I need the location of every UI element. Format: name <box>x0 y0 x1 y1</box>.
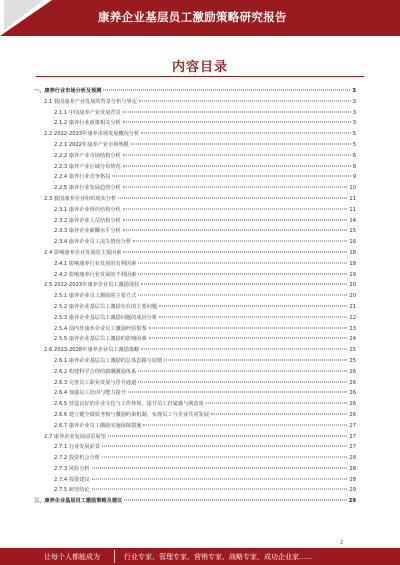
toc-entry-title: 2.2.2 康养产业市场结构分析 <box>54 152 121 159</box>
toc-dot-leader <box>123 187 348 188</box>
toc-dot-leader <box>206 403 348 404</box>
toc-entry[interactable] <box>34 172 356 183</box>
toc-dot-leader <box>211 413 347 414</box>
toc-dot-leader <box>123 111 351 112</box>
toc-entry[interactable] <box>34 108 356 119</box>
toc-entry-title: 2.6 2023-2028年康养企业员工激励策略 <box>44 347 140 354</box>
toc-entry-title: 2.4.1 影响康养行业发展的有利因素 <box>54 260 137 267</box>
toc-entry-page: 18 <box>349 260 356 267</box>
toc-entry-page: 27 <box>349 433 356 440</box>
toc-entry-page: 25 <box>349 357 356 364</box>
heading-divider <box>36 76 364 77</box>
toc-entry-title: 2.6.1 康养企业基层员工激励的总体思路与原则 <box>54 357 163 364</box>
toc-entry-page: 11 <box>349 195 356 202</box>
toc-entry-title: 2.5.2 康养企业基层员工激励存在的主要问题 <box>54 303 158 310</box>
toc-entry-page: 18 <box>349 249 356 256</box>
toc-entry[interactable] <box>34 378 356 389</box>
toc-dot-leader <box>138 262 347 263</box>
toc-entry[interactable] <box>34 97 356 108</box>
toc-entry-page: 29 <box>349 487 356 494</box>
toc-entry[interactable] <box>34 475 356 486</box>
toc-entry[interactable] <box>34 259 356 270</box>
footer-slogan-left: 让每个人都能成为 <box>44 553 100 561</box>
toc-entry-page: 20 <box>349 282 356 289</box>
toc-dot-leader <box>92 489 348 490</box>
toc-entry[interactable] <box>34 313 356 324</box>
toc-entry[interactable] <box>34 118 356 129</box>
toc-entry-title: 2.5.5 康养企业基层员工激励的影响因素 <box>54 336 147 343</box>
toc-entry[interactable] <box>34 410 356 421</box>
toc-dot-leader <box>149 327 348 328</box>
toc-dot-leader <box>164 359 347 360</box>
toc-entry[interactable] <box>34 485 356 496</box>
toc-entry-title: 2.6.7 康养企业员工激励实施保障措施 <box>54 422 142 429</box>
toc-entry-page: 26 <box>349 379 356 386</box>
toc-heading: 内容目录 <box>171 60 228 75</box>
toc-entry-title: 2.2.5 康养行业发展趋势分析 <box>54 185 121 192</box>
toc-dot-leader <box>92 467 348 468</box>
toc-entry-page: 23 <box>349 325 356 332</box>
toc-entry-title: 2.6.2 构建科学合理的薪酬激励体系 <box>54 368 137 375</box>
toc-entry-title: 2.4 影响康养企业发展的主要因素 <box>44 249 122 256</box>
toc-entry[interactable] <box>34 216 356 227</box>
toc-entry-page: 27 <box>349 444 356 451</box>
toc-entry-page: 10 <box>349 185 356 192</box>
toc-entry-title: 2.5.4 国内外康养企业员工激励经验借鉴 <box>54 325 147 332</box>
toc-entry[interactable] <box>34 345 356 356</box>
footer-divider <box>114 550 115 563</box>
toc-dot-leader <box>108 435 348 436</box>
toc-entry-title: 2.6.3 完善员工职业发展与晋升通道 <box>54 379 137 386</box>
toc-entry-page: 29 <box>348 498 356 505</box>
toc-entry[interactable] <box>34 324 356 335</box>
table-of-contents <box>34 86 356 507</box>
toc-entry-title: 2.5.1 康养企业员工激励的主要方式 <box>54 293 137 300</box>
toc-entry-page: 28 <box>349 455 356 462</box>
toc-entry[interactable] <box>34 496 356 507</box>
toc-entry[interactable] <box>34 399 356 410</box>
toc-entry-title: 2.7.2 投资机会分析 <box>54 455 100 462</box>
toc-entry-page: 3 <box>352 98 356 105</box>
page-header <box>0 0 400 36</box>
toc-entry-page: 5 <box>352 141 356 148</box>
toc-entry[interactable] <box>34 464 356 475</box>
toc-entry-page: 26 <box>349 390 356 397</box>
toc-entry[interactable] <box>34 302 356 313</box>
toc-entry[interactable] <box>34 129 356 140</box>
toc-entry[interactable] <box>34 291 356 302</box>
toc-dot-leader <box>141 133 350 134</box>
toc-entry[interactable] <box>34 194 356 205</box>
toc-entry[interactable] <box>34 388 356 399</box>
page-number: 2 <box>340 540 344 546</box>
toc-dot-leader <box>123 230 348 231</box>
toc-entry-title: 三、康养企业基层员工激励策略及建议 <box>34 498 123 505</box>
toc-entry[interactable] <box>34 453 356 464</box>
toc-dot-leader <box>102 446 347 447</box>
toc-entry-page: 8 <box>352 163 356 170</box>
toc-entry-title: 2.1.2 康养行业政策相关分析 <box>54 120 121 127</box>
toc-entry-page: 28 <box>349 476 356 483</box>
toc-dot-leader <box>141 349 347 350</box>
toc-dot-leader <box>149 338 348 339</box>
toc-entry-page: 14 <box>349 217 356 224</box>
toc-entry-title: 2.5.3 康养企业基层员工激励问题的成因分析 <box>54 314 158 321</box>
toc-dot-leader <box>138 273 347 274</box>
toc-entry-page: 9 <box>352 174 356 181</box>
toc-entry-page: 25 <box>349 347 356 354</box>
toc-dot-leader <box>92 478 348 479</box>
toc-entry-title: 2.3 我国康养企业组织现状分析 <box>44 195 117 202</box>
toc-dot-leader <box>123 251 347 252</box>
toc-entry-title: 2.7.3 风险分析 <box>54 465 90 472</box>
toc-entry-page: 3 <box>352 109 356 116</box>
toc-dot-leader <box>124 500 347 501</box>
toc-entry-title: 2.6.5 营造良好的企业文化与工作环境，提升员工归属感与满意度 <box>54 401 204 408</box>
toc-dot-leader <box>123 165 351 166</box>
toc-dot-leader <box>159 316 347 317</box>
toc-entry-title: 2.3.4 康养企业员工流失情况分析 <box>54 239 132 246</box>
toc-dot-leader <box>103 90 350 91</box>
toc-entry[interactable] <box>34 367 356 378</box>
toc-entry-page: 11 <box>349 206 356 213</box>
toc-entry[interactable] <box>34 226 356 237</box>
toc-entry-title: 2.2.1 2022年康养产业市场规模 <box>54 141 129 148</box>
toc-entry-title: 2.1 我国康养产业发展的背景分析与界定 <box>44 98 137 105</box>
toc-dot-leader <box>123 154 351 155</box>
toc-dot-leader <box>138 370 347 371</box>
toc-entry-page: 16 <box>349 239 356 246</box>
toc-dot-leader <box>123 122 351 123</box>
toc-dot-leader <box>139 100 351 101</box>
toc-entry-page: 28 <box>349 465 356 472</box>
toc-dot-leader <box>143 424 347 425</box>
toc-entry[interactable] <box>34 442 356 453</box>
toc-entry[interactable] <box>34 162 356 173</box>
toc-entry[interactable] <box>34 356 356 367</box>
toc-entry-page: 19 <box>349 271 356 278</box>
toc-dot-leader <box>112 176 350 177</box>
toc-entry-page: 26 <box>349 401 356 408</box>
toc-entry[interactable] <box>34 151 356 162</box>
toc-dot-leader <box>159 305 347 306</box>
toc-entry-page: 21 <box>349 303 356 310</box>
toc-entry-page: 26 <box>349 368 356 375</box>
toc-entry-page: 3 <box>352 88 356 94</box>
toc-entry-title: 2.4.2 影响康养行业发展的不利因素 <box>54 271 137 278</box>
toc-entry-title: 2.6.6 建立健全绩效考核与激励约束机制，实现员工与企业共同发展 <box>54 411 209 418</box>
toc-entry[interactable] <box>34 237 356 248</box>
toc-dot-leader <box>102 457 347 458</box>
toc-dot-leader <box>141 284 347 285</box>
toc-entry-title: 2.3.1 康养企业组织结构分析 <box>54 206 121 213</box>
page-footer <box>0 548 400 565</box>
toc-dot-leader <box>128 392 347 393</box>
toc-entry[interactable] <box>34 280 356 291</box>
toc-entry-title: 2.1.1 中国康养产业发展背景 <box>54 109 121 116</box>
toc-entry-page: 26 <box>349 411 356 418</box>
toc-entry-title: 2.3.3 康养企业薪酬水平分析 <box>54 228 121 235</box>
toc-entry[interactable] <box>34 421 356 432</box>
toc-dot-leader <box>123 219 348 220</box>
toc-entry-page: 20 <box>349 293 356 300</box>
toc-entry-page: 3 <box>352 120 356 127</box>
toc-dot-leader <box>133 241 347 242</box>
report-title: 康养企业基层员工激励策略研究报告 <box>98 10 287 24</box>
toc-entry[interactable] <box>34 270 356 281</box>
toc-entry-title: 一、康养行业市场分析及预测 <box>34 88 102 94</box>
toc-dot-leader <box>131 143 351 144</box>
toc-entry-title: 2.3.2 康养企业人员结构分析 <box>54 217 121 224</box>
toc-entry-page: 15 <box>349 228 356 235</box>
footer-slogan-right: 行业专家、管理专家、营销专家、战略专家、成功企业家…… <box>124 553 313 561</box>
toc-dot-leader <box>118 197 347 198</box>
toc-entry-title: 2.6.4 加强员工培训与能力提升 <box>54 390 126 397</box>
toc-entry[interactable] <box>34 248 356 259</box>
toc-dot-leader <box>123 208 348 209</box>
toc-entry-page: 5 <box>352 131 356 138</box>
toc-entry[interactable] <box>34 86 356 97</box>
toc-entry-title: 2.7.4 投资建议 <box>54 476 90 483</box>
toc-entry[interactable] <box>34 205 356 216</box>
toc-dot-leader <box>138 381 347 382</box>
toc-entry-title: 2.7 康养企业发展前景展望 <box>44 433 106 440</box>
toc-entry-page: 22 <box>349 314 356 321</box>
toc-dot-leader <box>138 295 347 296</box>
toc-entry-title: 2.7.1 行业发展前景 <box>54 444 100 451</box>
toc-entry-title: 2.5 2022-2023年康养企业员工激励现状 <box>44 282 140 289</box>
toc-entry-title: 2.2.3 康养产业区域分布情况 <box>54 163 121 170</box>
toc-entry[interactable] <box>34 183 356 194</box>
header-corner-shade <box>4 0 44 30</box>
toc-entry[interactable] <box>34 334 356 345</box>
toc-entry-title: 2.7.5 研究结论 <box>54 487 90 494</box>
toc-entry[interactable] <box>34 432 356 443</box>
toc-entry-page: 24 <box>349 336 356 343</box>
toc-entry[interactable] <box>34 140 356 151</box>
toc-entry-page: 6 <box>352 152 356 159</box>
toc-entry-title: 2.2 2022-2023年康养市场发展概况分析 <box>44 131 140 138</box>
toc-entry-title: 2.2.4 康养行业竞争格局 <box>54 174 111 181</box>
toc-entry-page: 27 <box>349 422 356 429</box>
